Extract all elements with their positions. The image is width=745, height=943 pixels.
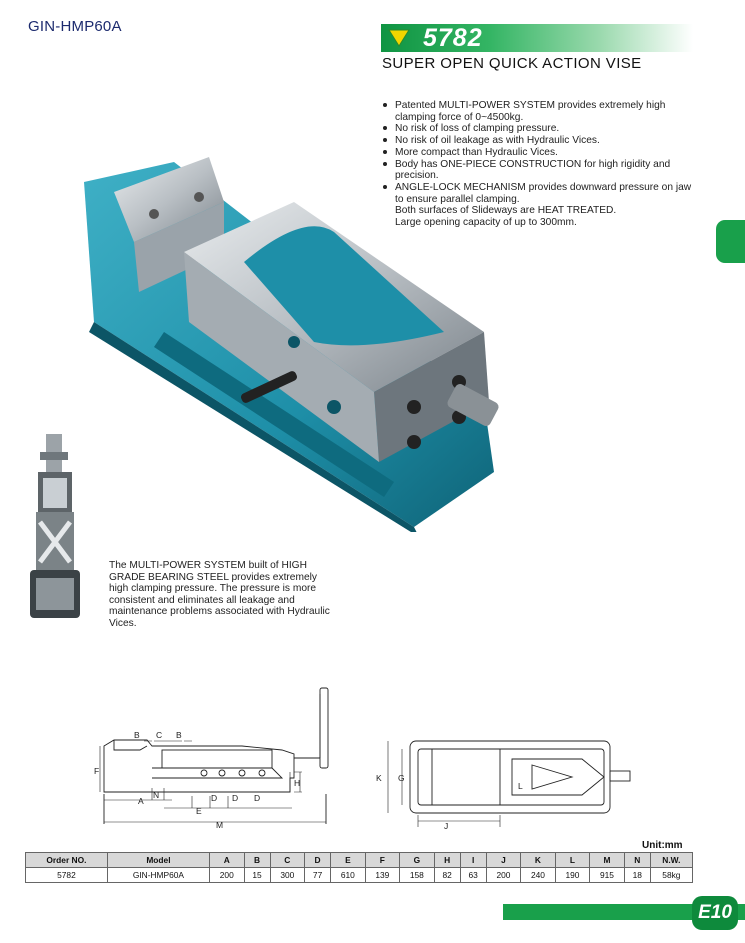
column-header: N.W. [650,853,692,868]
column-header: B [244,853,270,868]
product-number: 5782 [423,24,483,52]
table-cell: 82 [434,868,460,883]
table-cell: 15 [244,868,270,883]
column-header: D [305,853,331,868]
table-cell: 139 [365,868,400,883]
feature-item: More compact than Hydraulic Vices. [382,147,692,159]
table-cell: 915 [590,868,625,883]
column-header: N [624,853,650,868]
table-cell: 200 [210,868,245,883]
feature-item: Patented MULTI-POWER SYSTEM provides extremely high clamping force of 0~4500kg. [382,100,692,123]
feature-item: No risk of loss of clamping pressure. [382,123,692,135]
dim-label: H [294,778,301,788]
table-row [26,868,693,883]
dim-label: J [444,821,449,830]
table-cell: 240 [521,868,556,883]
column-header: E [331,853,366,868]
page-number: E10 [692,896,738,930]
dim-label: G [398,773,405,783]
feature-item: No risk of oil leakage as with Hydraulic Vices. [382,135,692,147]
table-cell: 190 [555,868,590,883]
dim-label: D [211,793,218,803]
product-number-banner [381,24,693,52]
table-cell: 58kg [650,868,692,883]
unit-label: Unit:mm [642,840,683,851]
dim-label: K [376,773,382,783]
dim-label: M [216,820,224,830]
dim-label: B [176,730,182,740]
table-cell: 63 [460,868,486,883]
column-header: M [590,853,625,868]
column-header: L [555,853,590,868]
column-header: J [486,853,521,868]
column-header: K [521,853,556,868]
vise-product-image [64,142,504,532]
spec-table [25,852,693,883]
side-view-drawing [92,684,342,834]
section-tab [716,220,745,263]
table-cell: 300 [270,868,305,883]
feature-item: Body has ONE-PIECE CONSTRUCTION for high rigidity and precision. [382,159,692,182]
column-header: G [400,853,435,868]
dim-label: F [94,766,100,776]
down-triangle-icon [388,29,410,47]
dim-label: D [254,793,261,803]
dim-label: B [134,730,140,740]
dim-label: D [232,793,239,803]
table-cell: 77 [305,868,331,883]
column-header: H [434,853,460,868]
feature-item: Both surfaces of Slideways are HEAT TREATED. [395,205,617,217]
table-cell: 610 [331,868,366,883]
table-header-row [26,853,693,868]
table-cell: 200 [486,868,521,883]
column-header: A [210,853,245,868]
dim-label: L [518,781,523,791]
multi-power-system-image [26,432,86,628]
dim-label: N [153,790,160,800]
multi-power-system-description: The MULTI-POWER SYSTEM built of HIGH GRADE BEARING STEEL provides extremely high clamping pressure. The pressure is more consistent and eliminates all leakage and maintenance problems associated with Hydraulic Vices. [109,560,330,629]
dim-label: E [196,806,202,816]
column-header: Order NO. [26,853,108,868]
column-header: F [365,853,400,868]
table-cell: 158 [400,868,435,883]
table-cell: 5782 [26,868,108,883]
column-header: C [270,853,305,868]
product-title: SUPER OPEN QUICK ACTION VISE [382,55,642,72]
column-header: I [460,853,486,868]
feature-item: Large opening capacity of up to 300mm. [395,217,577,229]
column-header: Model [107,853,209,868]
feature-item: ANGLE-LOCK MECHANISM provides downward pressure on jaw to ensure parallel clamping. [382,182,692,205]
table-cell: GIN-HMP60A [107,868,209,883]
dim-label: A [138,796,144,806]
table-cell: 18 [624,868,650,883]
top-view-drawing [372,735,637,830]
model-code: GIN-HMP60A [28,18,122,35]
dim-label: C [156,730,163,740]
